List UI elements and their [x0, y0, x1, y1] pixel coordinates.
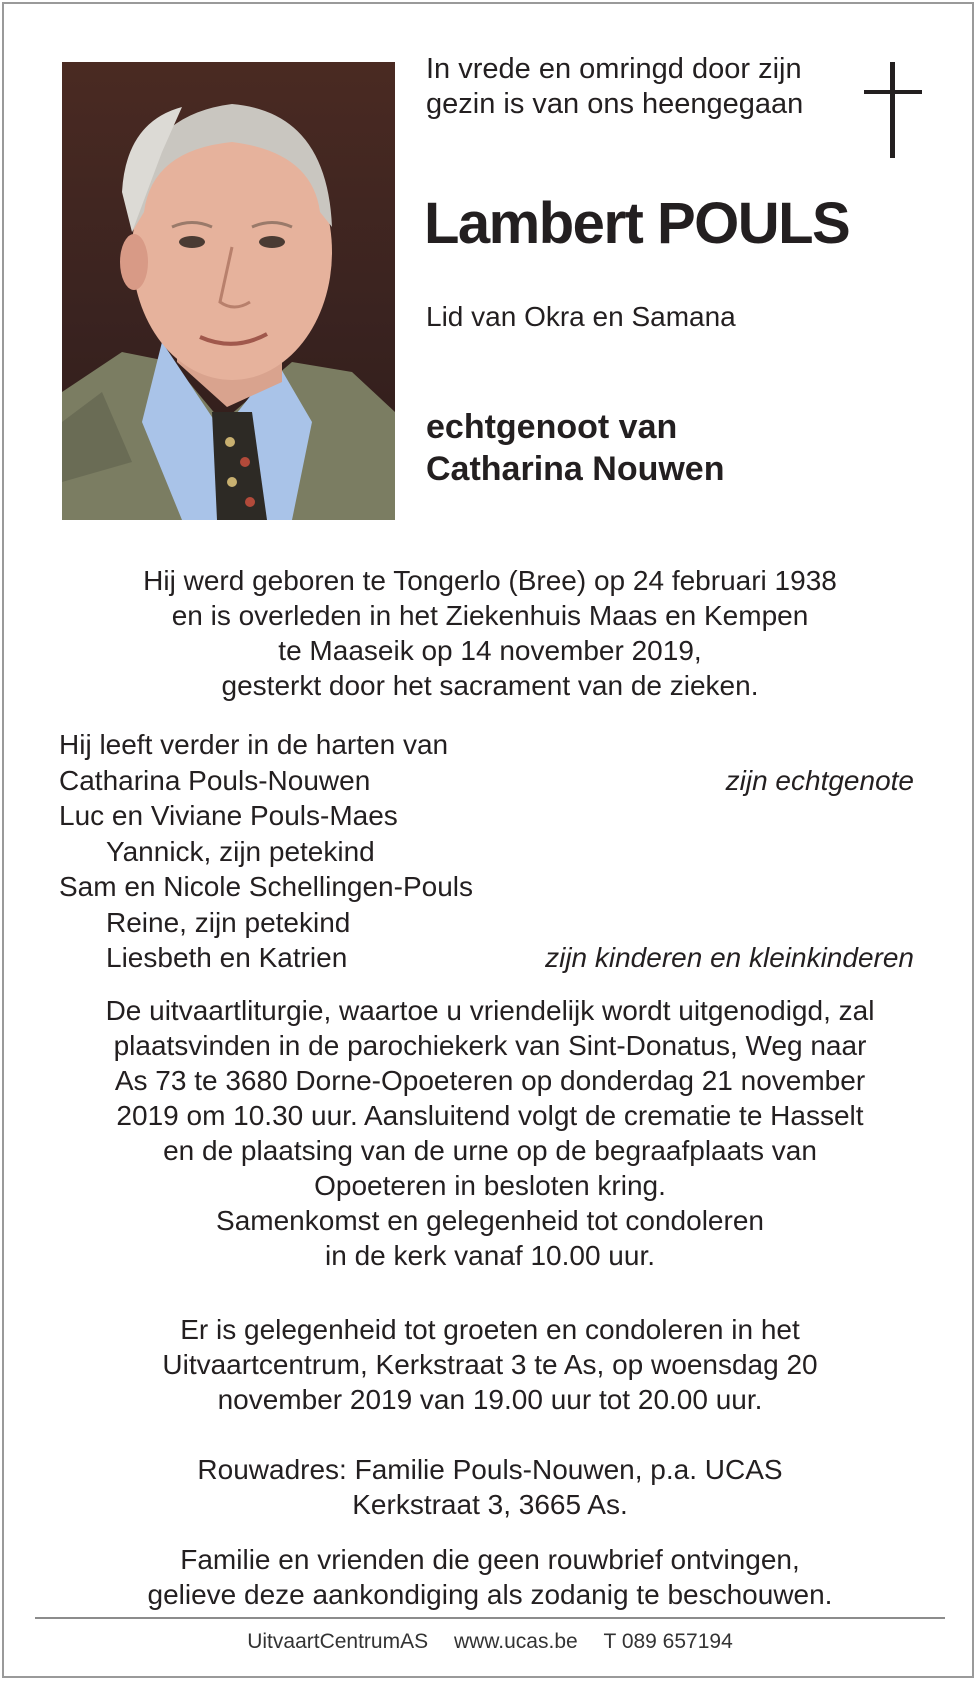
intro-line: gezin is van ons heengegaan: [426, 88, 804, 120]
survivor-row: [59, 798, 914, 834]
spouse-line: echtgenoot van: [426, 408, 678, 446]
survivor-name: Yannick, zijn petekind: [106, 835, 375, 867]
notice-line: gelieve deze aankondiging als zodanig te beschouwen.: [147, 1579, 833, 1610]
birth-line: gesterkt door het sacrament van de zieken.: [221, 670, 759, 701]
footer-phone: T 089 657194: [603, 1630, 733, 1653]
spouse-line: Catharina Nouwen: [426, 450, 725, 488]
funeral-line: en de plaatsing van de urne op de begraafplaats van: [163, 1135, 817, 1166]
footer-website: www.ucas.be: [453, 1630, 578, 1653]
address-line: Rouwadres: Familie Pouls-Nouwen, p.a. UCAS: [197, 1454, 783, 1485]
birth-paragraph: [0, 563, 980, 703]
address-paragraph: [0, 1452, 980, 1522]
survivor-name: Catharina Pouls-Nouwen: [59, 764, 371, 796]
membership-text: Lid van Okra en Samana: [426, 301, 736, 332]
visitation-paragraph: [0, 1312, 980, 1417]
survivor-name: Luc en Viviane Pouls-Maes: [59, 800, 398, 831]
survivors-list: [59, 727, 914, 976]
funeral-line: Samenkomst en gelegenheid tot condoleren: [216, 1205, 764, 1236]
survivor-name: Reine, zijn petekind: [106, 906, 351, 938]
portrait-photo: [62, 62, 395, 520]
funeral-line: in de kerk vanaf 10.00 uur.: [325, 1240, 655, 1271]
birth-line: en is overleden in het Ziekenhuis Maas en Kempen: [171, 600, 809, 631]
notice-paragraph: [0, 1542, 980, 1612]
cross-icon: [864, 62, 922, 158]
survivor-row: [59, 940, 914, 976]
visit-line: november 2019 van 19.00 uur tot 20.00 uur.: [217, 1384, 763, 1415]
funeral-paragraph: [0, 993, 980, 1273]
visit-line: Er is gelegenheid tot groeten en condoleren in het: [180, 1314, 800, 1345]
funeral-line: Opoeteren in besloten kring.: [314, 1170, 666, 1201]
deceased-name: Lambert POULS: [424, 191, 850, 256]
funeral-line: As 73 te 3680 Dorne-Opoeteren op donderdag 21 november: [114, 1065, 866, 1096]
survivor-name: Liesbeth en Katrien: [106, 942, 348, 973]
survivor-relation: zijn kinderen en kleinkinderen: [545, 942, 914, 973]
spouse-text: [426, 406, 724, 490]
visit-line: Uitvaartcentrum, Kerkstraat 3 te As, op woensdag 20: [162, 1349, 818, 1380]
survivor-name: Sam en Nicole Schellingen-Pouls: [59, 871, 473, 902]
survivor-row: [59, 763, 914, 799]
funeral-line: De uitvaartliturgie, waartoe u vriendelijk wordt uitgenodigd, zal: [105, 995, 875, 1026]
birth-line: Hij werd geboren te Tongerlo (Bree) op 24 februari 1938: [143, 565, 837, 596]
intro-text: [426, 52, 803, 122]
footer-company: UitvaartCentrumAS: [247, 1630, 429, 1653]
survivor-row: [59, 727, 914, 763]
survivor-row: [59, 905, 914, 941]
survivor-relation: zijn echtgenote: [725, 764, 914, 796]
survivor-name: Hij leeft verder in de harten van: [59, 729, 449, 760]
birth-line: te Maaseik op 14 november 2019,: [278, 635, 702, 666]
notice-line: Familie en vrienden die geen rouwbrief ontvingen,: [180, 1544, 800, 1575]
survivor-row: [59, 869, 914, 905]
funeral-line: plaatsvinden in de parochiekerk van Sint-Donatus, Weg naar: [113, 1030, 867, 1061]
funeral-line: 2019 om 10.30 uur. Aansluitend volgt de crematie te Hasselt: [116, 1100, 864, 1131]
footer-divider: [35, 1617, 945, 1619]
address-line: Kerkstraat 3, 3665 As.: [352, 1489, 628, 1520]
footer: [0, 1630, 980, 1654]
intro-line: In vrede en omringd door zijn: [426, 53, 802, 85]
survivor-row: [59, 834, 914, 870]
